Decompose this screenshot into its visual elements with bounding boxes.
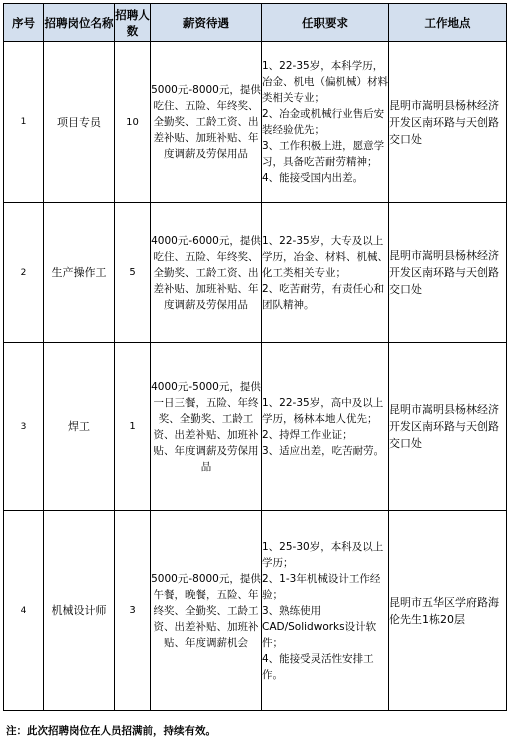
header-requirements: 任职要求 — [262, 4, 389, 42]
requirement-line: 2、1-3年机械设计工作经验； — [262, 572, 381, 601]
table-row — [4, 42, 507, 203]
requirement-line: 1、22-35岁，高中及以上学历，杨林本地人优先； — [262, 396, 384, 425]
cell-salary: 5000元-8000元，提供午餐，晚餐，五险、年终奖、全勤奖、工龄工资、出差补贴、加班补贴、年度调薪机会 — [151, 511, 262, 711]
table-row — [4, 511, 507, 711]
cell-position: 焊工 — [44, 343, 115, 511]
cell-count: 1 — [115, 343, 151, 511]
cell-no: 2 — [4, 203, 44, 343]
cell-salary: 5000元-8000元，提供吃住、五险、年终奖、全勤奖、工龄工资、出差补贴、加班补贴、年度调薪及劳保用品 — [151, 42, 262, 203]
requirement-line: 3、适应出差，吃苦耐劳。 — [262, 444, 385, 457]
header-location: 工作地点 — [389, 4, 507, 42]
cell-requirements — [262, 203, 389, 343]
cell-location: 昆明市嵩明县杨林经济开发区南环路与天创路交口处 — [389, 343, 507, 511]
requirement-line: 4、能接受灵活性安排工作。 — [262, 652, 374, 681]
requirement-line: 2、吃苦耐劳，有责任心和团队精神。 — [262, 282, 385, 311]
cell-location: 昆明市嵩明县杨林经济开发区南环路与天创路交口处 — [389, 42, 507, 203]
cell-salary: 4000元-6000元，提供吃住、五险、年终奖、全勤奖、工龄工资、出差补贴、加班补贴、年度调薪及劳保用品 — [151, 203, 262, 343]
cell-requirements — [262, 511, 389, 711]
header-count: 招聘人数 — [115, 4, 151, 42]
cell-count: 3 — [115, 511, 151, 711]
header-no: 序号 — [4, 4, 44, 42]
cell-location: 昆明市五华区学府路海伦先生1栋20层 — [389, 511, 507, 711]
cell-no: 3 — [4, 343, 44, 511]
cell-salary: 4000元-5000元，提供一日三餐，五险、年终奖、全勤奖、工龄工资、出差补贴、加班补贴、年度调薪及劳保用品 — [151, 343, 262, 511]
recruitment-table — [3, 3, 507, 711]
header-position: 招聘岗位名称 — [44, 4, 115, 42]
cell-requirements — [262, 343, 389, 511]
requirement-line: 1、22-35岁，大专及以上学历，冶金、材料、机械、化工类相关专业； — [262, 234, 388, 279]
cell-position: 项目专员 — [44, 42, 115, 203]
requirement-line: 1、22-35岁，本科学历，冶金、机电（偏机械）材料类相关专业； — [262, 60, 388, 104]
requirement-line: 3、工作积极上进，愿意学习，具备吃苦耐劳精神； — [262, 140, 385, 168]
cell-no: 4 — [4, 511, 44, 711]
requirement-line: 3、熟练使用CAD/Solidworks设计软件； — [262, 604, 377, 649]
requirement-line: 4、能接受国内出差。 — [262, 172, 364, 184]
requirement-line: 2、持焊工作业证； — [262, 428, 353, 441]
header-row — [4, 4, 507, 42]
footnote: 注：此次招聘岗位在人员招满前，持续有效。 — [6, 725, 216, 737]
cell-count: 5 — [115, 203, 151, 343]
requirement-line: 1、25-30岁，本科及以上学历； — [262, 540, 384, 569]
table-row — [4, 203, 507, 343]
requirement-line: 2、冶金或机械行业售后安装经验优先； — [262, 108, 385, 136]
table-row — [4, 343, 507, 511]
cell-location: 昆明市嵩明县杨林经济开发区南环路与天创路交口处 — [389, 203, 507, 343]
cell-count: 10 — [115, 42, 151, 203]
cell-position: 生产操作工 — [44, 203, 115, 343]
cell-no: 1 — [4, 42, 44, 203]
header-salary: 薪资待遇 — [151, 4, 262, 42]
cell-requirements — [262, 42, 389, 203]
cell-position: 机械设计师 — [44, 511, 115, 711]
